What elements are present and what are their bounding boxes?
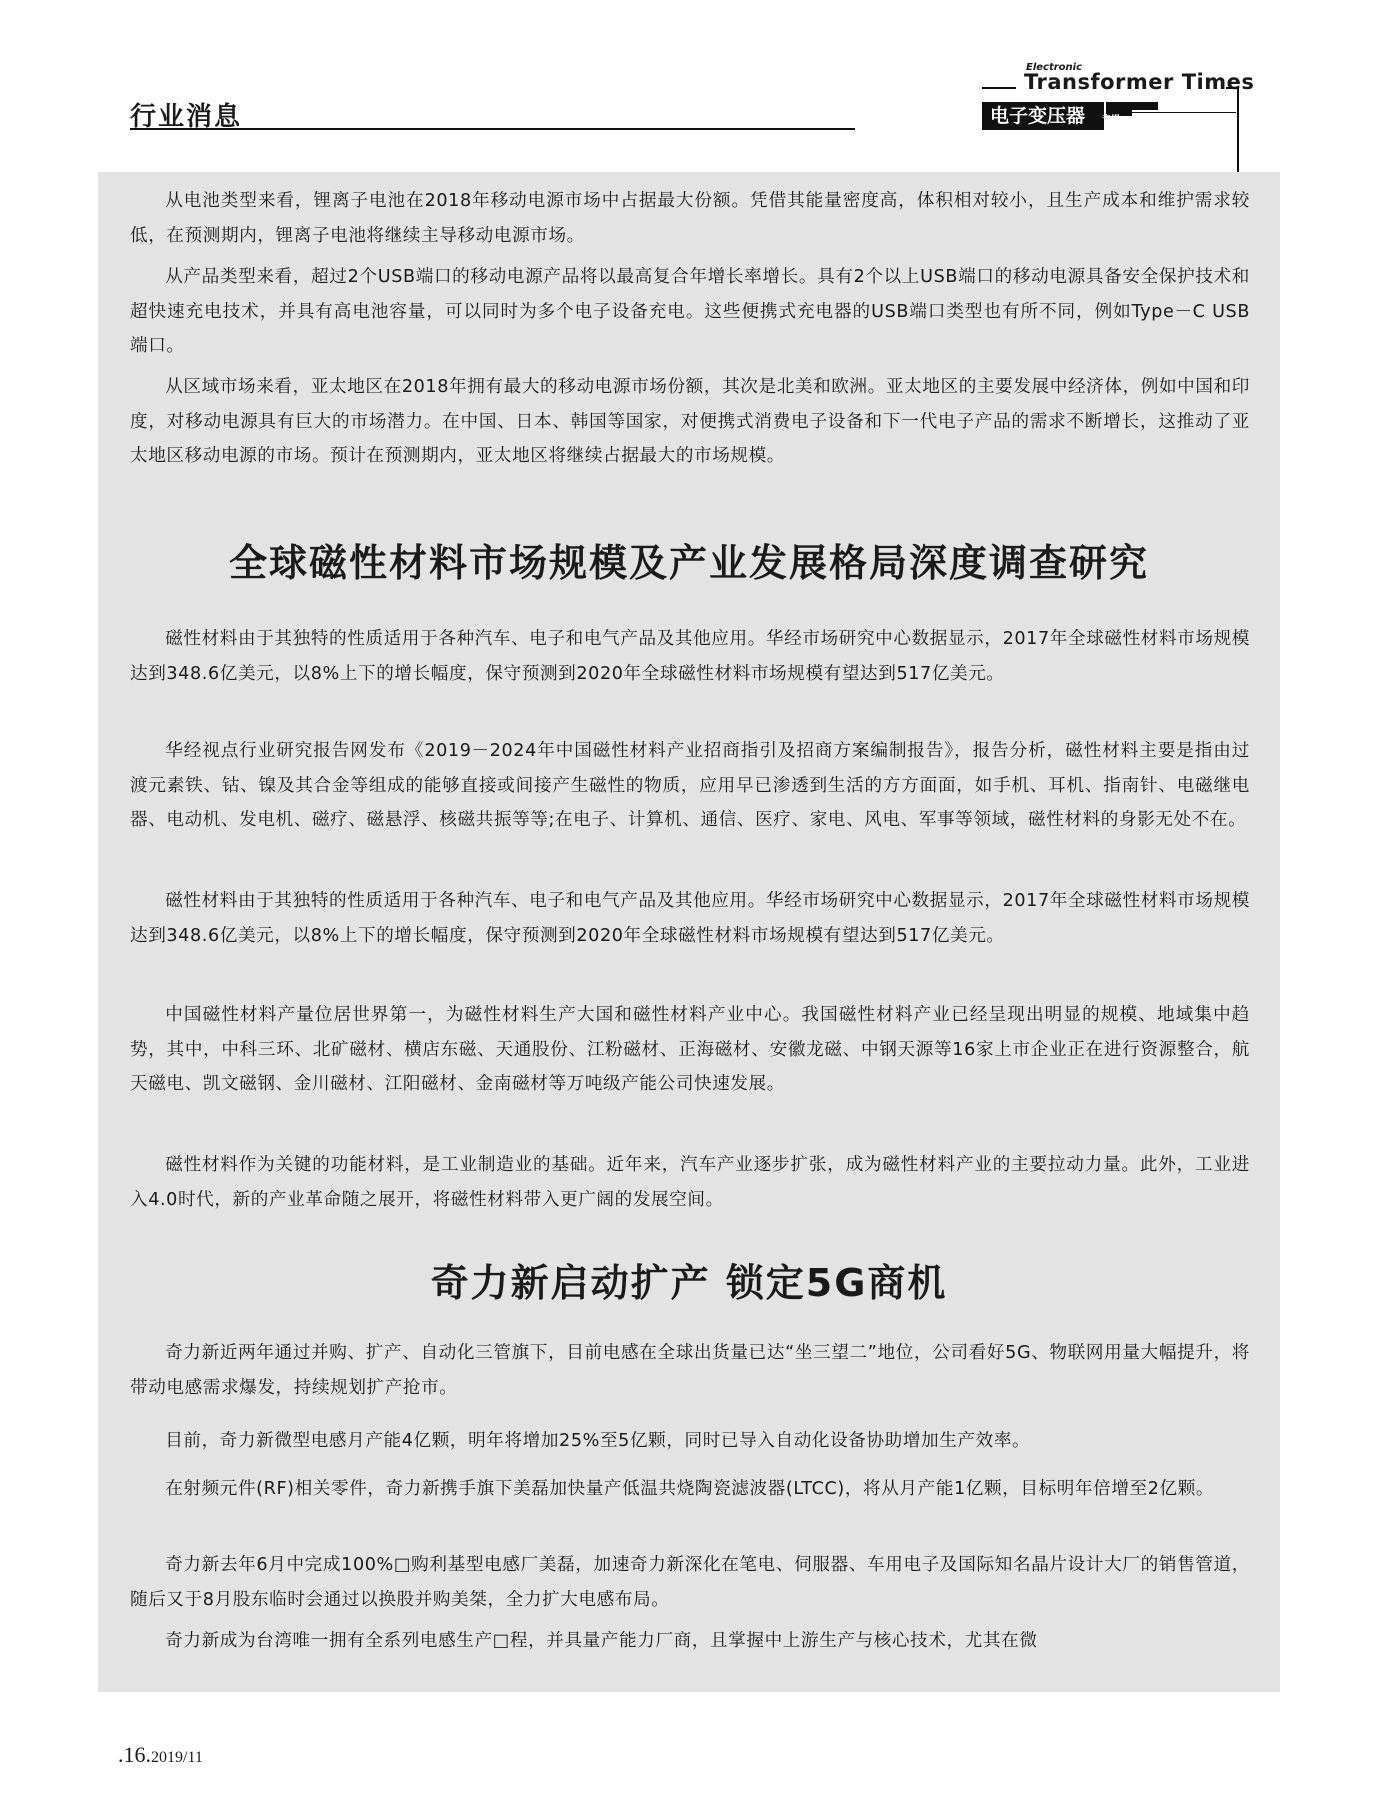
paragraph: 目前，奇力新微型电感月产能4亿颗，明年将增加25%至5亿颗，同时已导入自动化设备协助增加生产效率。 [165, 1431, 1031, 1451]
masthead-rule-left [982, 87, 1016, 89]
paragraph: 华经视点行业研究报告网发布《2019－2024年中国磁性材料产业招商指引及招商方案编制报告》，报告分析，磁性材料主要是指由过渡元素铁、钴、镍及其合金等组成的能够直接或间接产生磁性的物质，应用早已渗透到生活的方方面面，如手机、耳机、指南针、电磁继电器、电动机、发电机、磁疗、磁悬浮、核磁共振等等;在电子、计算机、通信、医疗、家电、风电、军事等领域，磁性材料的身影无处不在。 [130, 741, 1250, 830]
paragraph: 从区域市场来看，亚太地区在2018年拥有最大的移动电源市场份额，其次是北美和欧洲。亚太地区的主要发展中经济体，例如中国和印度，对移动电源具有巨大的市场潜力。在中国、日本、韩国等国家，对便携式消费电子设备和下一代电子产品的需求不断增长，这推动了亚太地区移动电源的市场。预计在预测期内，亚太地区将继续占据最大的市场规模。 [130, 377, 1250, 466]
article-panel [98, 172, 1280, 1692]
paragraph: 中国磁性材料产量位居世界第一，为磁性材料生产大国和磁性材料产业中心。我国磁性材料产业已经呈现出明显的规模、地域集中趋势，其中，中科三环、北矿磁材、横店东磁、天通股份、江粉磁材、正海磁材、安徽龙磁、中钢天源等16家上市企业正在进行资源整合，航天磁电、凯文磁钢、金川磁材、江阳磁材、金南磁材等万吨级产能公司快速发展。 [130, 1005, 1250, 1094]
paragraph: 从电池类型来看，锂离子电池在2018年移动电源市场中占据最大份额。凭借其能量密度高，体积相对较小，且生产成本和维护需求较低，在预测期内，锂离子电池将继续主导移动电源市场。 [130, 191, 1250, 246]
masthead-logo [982, 56, 1255, 136]
masthead-chinese-title: 电子变压器 [982, 102, 1104, 130]
article-heading: 全球磁性材料市场规模及产业发展格局深度调查研究 [228, 541, 1149, 585]
article-heading: 奇力新启动扩产 锁定5G商机 [430, 1261, 948, 1305]
section-label: 行业消息 [130, 102, 243, 132]
paragraph: 磁性材料由于其独特的性质适用于各种汽车、电子和电气产品及其他应用。华经市场研究中心数据显示，2017年全球磁性材料市场规模达到348.6亿美元，以8%上下的增长幅度，保守预测到2020年全球磁性材料市场规模有望达到517亿美元。 [130, 629, 1250, 684]
page-footer [118, 1742, 203, 1768]
paragraph: 从产品类型来看，超过2个USB端口的移动电源产品将以最高复合年增长率增长。具有2个以上USB端口的移动电源具备安全保护技术和超快速充电技术，并具有高电池容量，可以同时为多个电子设备充电。这些便携式充电器的USB端口类型也有所不同，例如Type－C USB端口。 [130, 267, 1250, 356]
issue-date: 2019/11 [151, 1749, 203, 1766]
masthead-electronic: Electronic [1026, 62, 1083, 73]
paragraph: 磁性材料由于其独特的性质适用于各种汽车、电子和电气产品及其他应用。华经市场研究中心数据显示，2017年全球磁性材料市场规模达到348.6亿美元，以8%上下的增长幅度，保守预测到2020年全球磁性材料市场规模有望达到517亿美元。 [130, 891, 1250, 946]
masthead-decor-block [1132, 102, 1158, 110]
masthead-rule-vertical [1237, 87, 1239, 185]
paragraph: 奇力新去年6月中完成100%□购利基型电感厂美磊，加速奇力新深化在笔电、伺服器、车用电子及国际知名晶片设计大厂的销售管道，随后又于8月股东临时会通过以换股并购美桀，全力扩大电感布局。 [130, 1555, 1250, 1610]
paragraph: 奇力新近两年通过并购、扩产、自动化三管旗下，目前电感在全球出货量已达“坐三望二”地位，公司看好5G、物联网用量大幅提升，将带动电感需求爆发，持续规划扩产抢市。 [130, 1343, 1250, 1398]
page-number: .16. [118, 1742, 151, 1767]
masthead-title: Transformer Times [1024, 70, 1255, 94]
masthead-decor-line [1132, 112, 1236, 113]
header-rule [130, 128, 855, 130]
paragraph: 在射频元件(RF)相关零件，奇力新携手旗下美磊加快量产低温共烧陶瓷滤波器(LTCC)，将从月产能1亿颗，目标明年倍增至2亿颗。 [165, 1479, 1215, 1499]
paragraph: 磁性材料作为关键的功能材料，是工业制造业的基础。近年来，汽车产业逐步扩张，成为磁性材料产业的主要拉动力量。此外，工业进入4.0时代，新的产业革命随之展开，将磁性材料带入更广阔的发展空间。 [130, 1155, 1250, 1210]
paragraph: 奇力新成为台湾唯一拥有全系列电感生产□程，并具量产能力厂商，且掌握中上游生产与核心技术，尤其在微 [165, 1631, 1038, 1651]
masthead-stamp: 专辑 [1102, 115, 1121, 125]
